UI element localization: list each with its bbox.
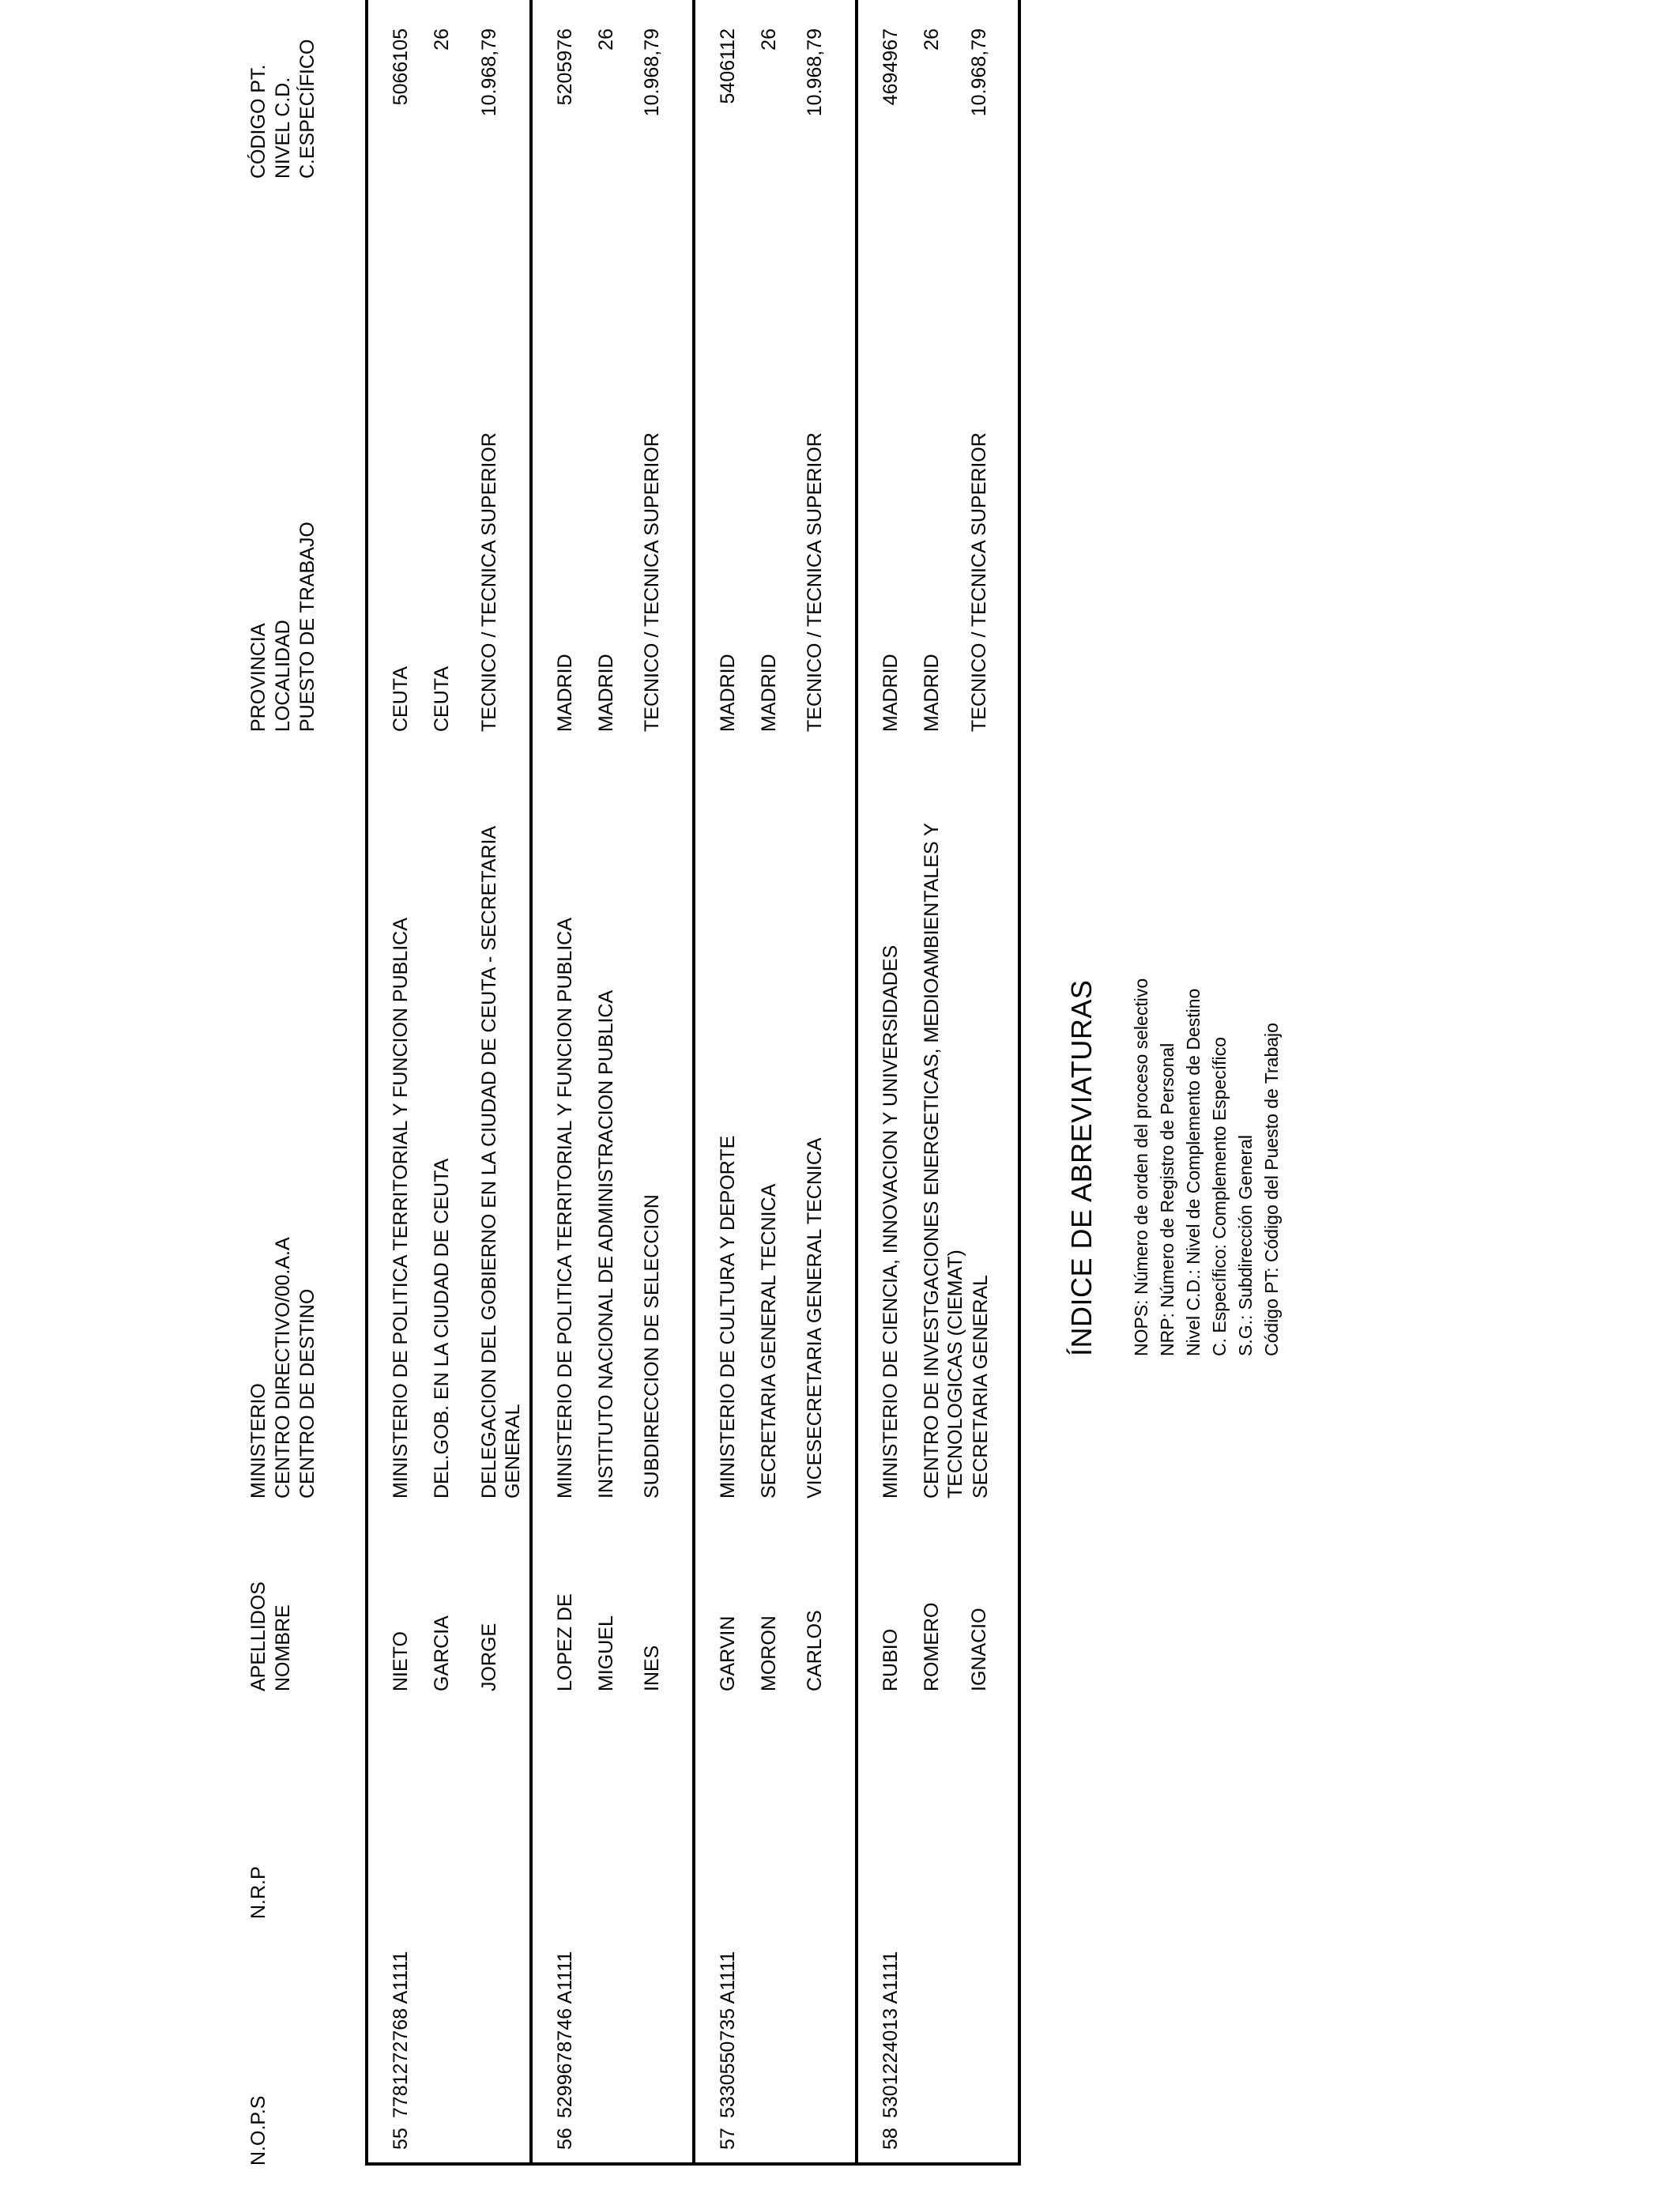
row-nops: 56: [554, 2128, 576, 2150]
header-ministerio: [247, 1237, 320, 1498]
header-centro-destino-line: CENTRO DE DESTINO: [296, 1288, 318, 1498]
header-codigo-line: CÓDIGO PT.: [247, 64, 269, 179]
row-puesto: TECNICO / TECNICA SUPERIOR: [478, 432, 500, 732]
row-provincia: MADRID: [717, 654, 739, 732]
row-centro-destino: SECRETARIA GENERAL: [970, 1275, 992, 1498]
row-centro-directivo: DEL.GOB. EN LA CIUDAD DE CEUTA: [431, 1158, 453, 1498]
row-puesto: TECNICO / TECNICA SUPERIOR: [804, 432, 826, 732]
header-ministerio-line: MINISTERIO: [247, 1383, 269, 1498]
row-localidad: MADRID: [595, 654, 617, 732]
row-nivel-cd: 26: [758, 28, 780, 51]
abbreviations-title: ÍNDICE DE ABREVIATURAS: [1065, 979, 1098, 1356]
abbreviation-item: S.G.: Subdirección General: [1235, 1135, 1256, 1356]
row-separator: [529, 0, 533, 2166]
row-codigo-pt: 5205976: [554, 28, 576, 106]
row-nivel-cd: 26: [595, 28, 617, 51]
row-firstname: INES: [641, 1645, 663, 1691]
row-surname2: ROMERO: [921, 1602, 943, 1691]
row-ministerio: MINISTERIO DE CIENCIA, INNOVACION Y UNIVERSIDADES: [880, 944, 902, 1498]
row-nrp: 5299678746 A1111: [554, 1951, 576, 2118]
abbreviation-item: NOPS: Número de orden del proceso selectivo: [1131, 978, 1151, 1356]
row-nops: 55: [390, 2128, 412, 2150]
row-centro-destino: SUBDIRECCION DE SELECCION: [641, 1194, 663, 1498]
row-nops: 58: [880, 2128, 902, 2150]
row-codigo-pt: 4694967: [880, 28, 902, 106]
row-centro-destino: DELEGACION DEL GOBIERNO EN LA CIUDAD DE CEUTA - SECRETARIA GENERAL: [478, 827, 524, 1498]
abbreviations-list: [1128, 978, 1285, 1356]
row-surname1: RUBIO: [880, 1628, 902, 1691]
row-provincia: MADRID: [554, 654, 576, 732]
header-localidad-line: LOCALIDAD: [272, 620, 294, 732]
row-surname2: MORON: [758, 1615, 780, 1691]
header-nops: [247, 2096, 271, 2166]
header-nrp-label: N.R.P: [247, 1866, 269, 1919]
row-ministerio: MINISTERIO DE POLITICA TERRITORIAL Y FUNCION PUBLICA: [554, 918, 576, 1498]
row-c-especifico: 10.968,79: [641, 28, 663, 117]
header-centro-directivo-line: CENTRO DIRECTIVO/00.A.A: [272, 1237, 294, 1498]
abbreviation-item: Nivel C.D.: Nivel de Complemento de Destino: [1183, 988, 1203, 1356]
row-nrp: 7781272768 A1111: [390, 1951, 412, 2118]
row-nivel-cd: 26: [431, 28, 453, 51]
row-centro-directivo: INSTITUTO NACIONAL DE ADMINISTRACION PUBLICA: [595, 990, 617, 1498]
header-apellidos: [247, 1581, 296, 1691]
row-centro-destino: VICESECRETARIA GENERAL TECNICA: [804, 1137, 826, 1498]
row-provincia: MADRID: [880, 654, 902, 732]
row-separator: [692, 0, 695, 2166]
row-nivel-cd: 26: [921, 28, 943, 51]
row-localidad: MADRID: [921, 654, 943, 732]
row-localidad: CEUTA: [431, 666, 453, 732]
header-nrp: [247, 1866, 271, 1919]
abbreviation-item: C. Específico: Complemento Específico: [1209, 1037, 1230, 1356]
row-localidad: MADRID: [758, 654, 780, 732]
header-puesto-line: PUESTO DE TRABAJO: [296, 522, 318, 732]
row-provincia: CEUTA: [390, 666, 412, 732]
header-nops-label: N.O.P.S: [247, 2095, 269, 2166]
row-ministerio: MINISTERIO DE POLITICA TERRITORIAL Y FUNCION PUBLICA: [390, 918, 412, 1498]
header-provincia: [247, 522, 320, 732]
header-nivel-line: NIVEL C.D.: [272, 77, 294, 179]
row-centro-directivo: CENTRO DE INVESTGACIONES ENERGETICAS, MEDIOAMBIENTALES Y TECNOLOGICAS (CIEMAT): [921, 823, 966, 1498]
row-surname1: LOPEZ DE: [554, 1593, 576, 1691]
row-centro-directivo: SECRETARIA GENERAL TECNICA: [758, 1183, 780, 1498]
row-c-especifico: 10.968,79: [804, 28, 826, 117]
row-puesto: TECNICO / TECNICA SUPERIOR: [968, 432, 990, 732]
row-ministerio: MINISTERIO DE CULTURA Y DEPORTE: [717, 1135, 739, 1498]
row-surname2: GARCIA: [431, 1615, 453, 1691]
row-firstname: JORGE: [478, 1623, 500, 1691]
row-surname1: NIETO: [390, 1631, 412, 1691]
header-codigo: [247, 40, 320, 179]
abbreviation-item: NRP: Número de Registro de Personal: [1157, 1042, 1177, 1356]
header-nombre-line: NOMBRE: [272, 1604, 294, 1691]
header-especifico-line: C.ESPECÍFICO: [296, 39, 318, 179]
row-puesto: TECNICO / TECNICA SUPERIOR: [641, 432, 663, 732]
row-separator: [855, 0, 858, 2166]
abbreviation-item: Código PT: Código del Puesto de Trabajo: [1261, 1023, 1282, 1356]
header-apellidos-line: APELLIDOS: [247, 1581, 269, 1691]
row-codigo-pt: 5406112: [717, 28, 739, 104]
row-firstname: IGNACIO: [968, 1608, 990, 1691]
row-nrp: 5330550735 A1111: [717, 1951, 739, 2118]
row-surname1: GARVIN: [717, 1615, 739, 1691]
row-c-especifico: 10.968,79: [478, 28, 500, 117]
row-codigo-pt: 5066105: [390, 28, 412, 106]
row-surname2: MIGUEL: [595, 1615, 617, 1691]
row-c-especifico: 10.968,79: [968, 28, 990, 117]
header-provincia-line: PROVINCIA: [247, 623, 269, 732]
row-firstname: CARLOS: [804, 1610, 826, 1691]
row-nrp: 5301224013 A1111: [880, 1951, 902, 2118]
row-nops: 57: [717, 2128, 739, 2150]
